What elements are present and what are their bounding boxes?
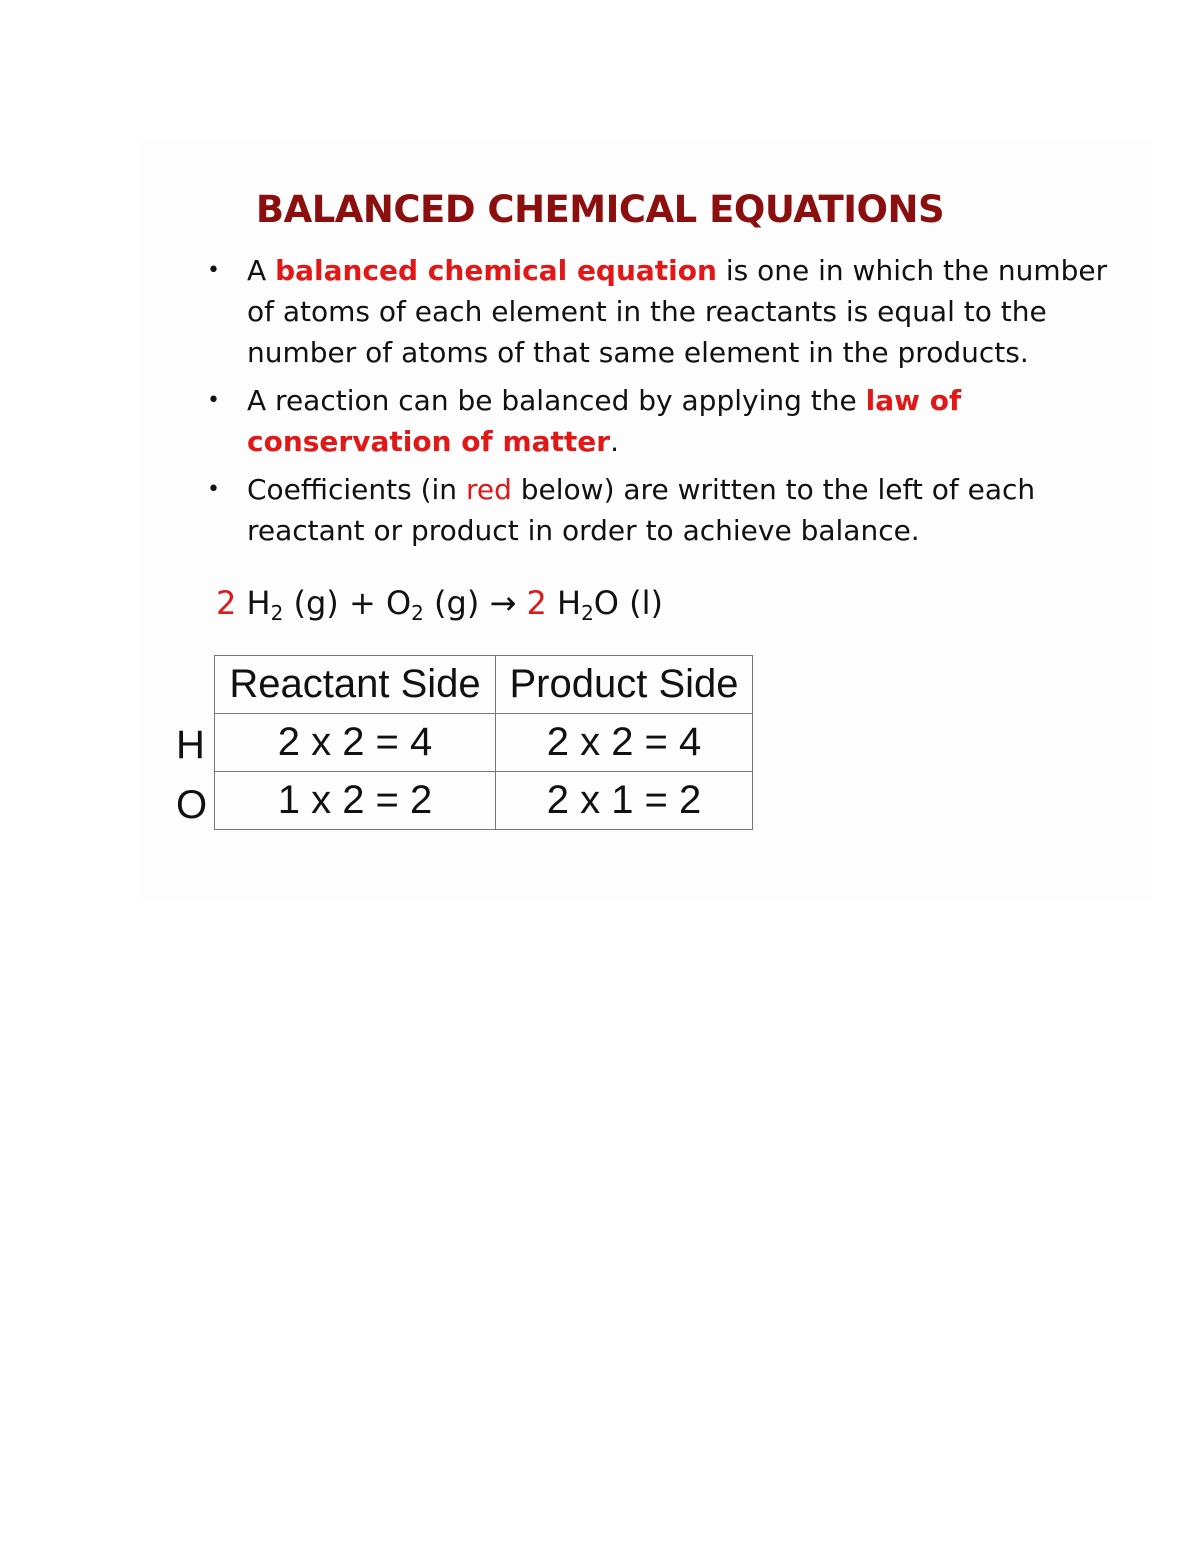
table-row [215, 772, 753, 830]
coefficient: 2 [216, 584, 237, 622]
bullet-text-post: . [610, 425, 619, 458]
row-label-o: O [176, 783, 208, 827]
bullet-text-post: below) are written to the left of each reactant or product in order to achieve balance. [247, 473, 1036, 547]
formula-text: O (l) [593, 584, 664, 622]
table-row [215, 714, 753, 772]
formula-text: H [246, 584, 271, 622]
list-item [205, 380, 1125, 462]
atom-count-table [214, 655, 753, 830]
bullet-emphasis: red [465, 473, 512, 506]
subscript: 2 [411, 601, 424, 625]
table-cell-reactant: 1 x 2 = 2 [215, 772, 496, 830]
bullet-icon: • [207, 388, 220, 413]
table-header-reactant: Reactant Side [215, 656, 496, 714]
row-label-h: H [176, 723, 205, 767]
chemical-equation [216, 584, 663, 625]
bullet-text-pre: A reaction can be balanced by applying the [247, 384, 866, 417]
formula-text: (g) → [423, 584, 527, 622]
formula-text: (g) + O [283, 584, 412, 622]
table-cell-product: 2 x 1 = 2 [496, 772, 753, 830]
bullet-emphasis: law of conservation of matter [247, 384, 962, 458]
subscript: 2 [270, 601, 284, 625]
list-item [205, 250, 1125, 373]
bullet-list [205, 250, 1125, 558]
page-title: BALANCED CHEMICAL EQUATIONS [255, 188, 945, 231]
bullet-text-pre: Coefficients (in [247, 473, 466, 506]
table-cell-product: 2 x 2 = 4 [496, 714, 753, 772]
bullet-icon: • [207, 258, 220, 283]
bullet-icon: • [207, 477, 220, 502]
bullet-text-pre: A [247, 254, 276, 287]
coefficient: 2 [526, 584, 547, 622]
list-item [205, 469, 1125, 551]
bullet-emphasis: balanced chemical equation [275, 254, 717, 287]
bullet-text-post: is one in which the number of atoms of each element in the reactants is equal to the number of atoms of that same element in the products. [247, 254, 1108, 369]
table-header-row [215, 656, 753, 714]
subscript: 2 [581, 601, 594, 625]
formula-text: H [546, 584, 582, 622]
table-header-product: Product Side [496, 656, 753, 714]
table-cell-reactant: 2 x 2 = 4 [215, 714, 496, 772]
